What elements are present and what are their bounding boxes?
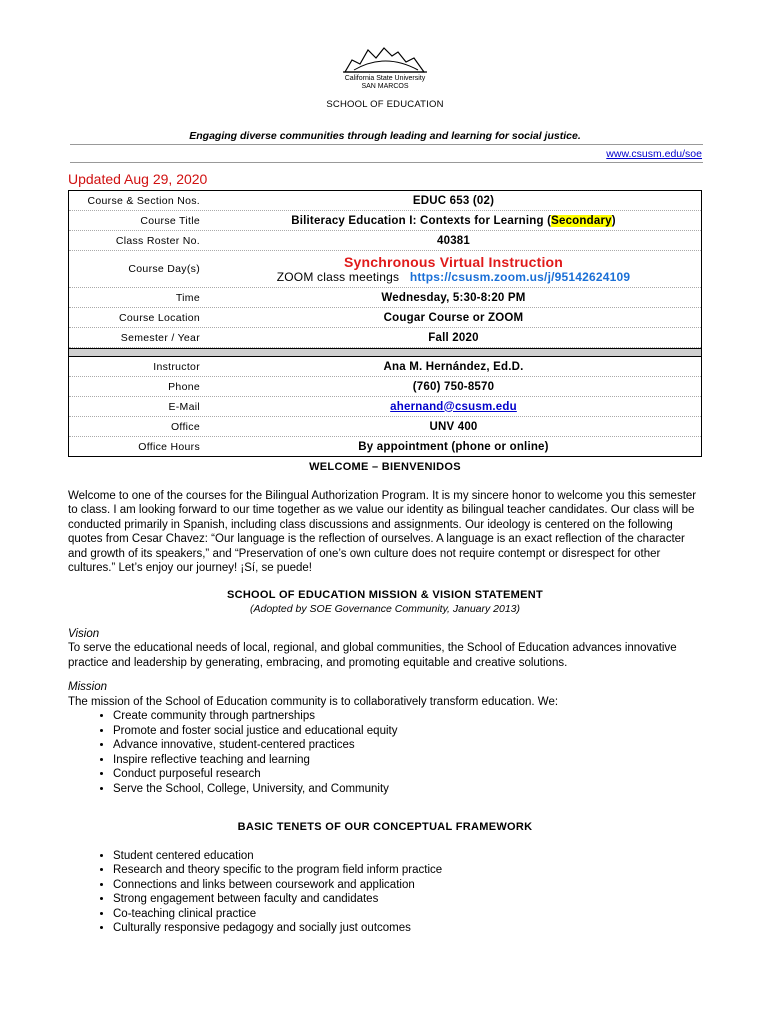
table-row [69, 397, 701, 417]
school-name: SCHOOL OF EDUCATION [326, 99, 444, 110]
course-title: Biliteracy Education I: Contexts for Learning (Secondary) [291, 214, 616, 227]
row-label: Semester / Year [120, 331, 200, 344]
course-time: Wednesday, 5:30-8:20 PM [381, 291, 526, 304]
table-row [69, 231, 701, 251]
row-label: Phone [168, 380, 200, 393]
adopted-note: (Adopted by SOE Governance Community, January 2013) [249, 603, 521, 615]
welcome-paragraph: Welcome to one of the courses for the Bilingual Authorization Program. It is my sincere honor to welcome you this semester to class. I am looking forward to our time together as we value our identity as bilingual teacher candidates. Our class will be conducted primarily in Spanish, including class discussions and assignments. Our ideology is centered on the following quotes from Cesar Chavez: “Our language is the reflection of ourselves. A language is an exact reflection of the character and growth of its speakers,” and “Preservation of one’s own culture does not require contempt or disrespect for other cultures.” Let’s enjoy our journey! ¡Sí, se puede! [68, 489, 697, 574]
table-row [69, 357, 701, 377]
list-item: • Research and theory specific to the program field inform practice [113, 863, 702, 878]
row-label: Course Day(s) [128, 263, 200, 275]
table-row [69, 191, 701, 211]
updated-date: Updated Aug 29, 2020 [68, 171, 208, 187]
semester-year: Fall 2020 [428, 331, 479, 344]
list-item: • Advance innovative, student-centered practices [113, 738, 702, 753]
university-campus: SAN MARCOS [361, 83, 409, 90]
course-location: Cougar Course or ZOOM [383, 311, 524, 324]
header-rule [70, 144, 703, 145]
instructor-name: Ana M. Hernández, Ed.D. [383, 360, 524, 373]
list-item: • Culturally responsive pedagogy and socially just outcomes [113, 921, 702, 936]
list-item: • Strong engagement between faculty and candidates [113, 892, 702, 907]
row-label: Class Roster No. [115, 234, 200, 247]
university-name: California State University [344, 75, 426, 82]
office-hours: By appointment (phone or online) [358, 440, 549, 453]
tenets-list [68, 849, 702, 936]
highlighted-secondary: Secondary [551, 214, 612, 227]
list-item: • Promote and foster social justice and educational equity [113, 724, 702, 739]
list-item: • Student centered education [113, 849, 702, 864]
zoom-line: ZOOM class meetings https://csusm.zoom.us/j/95142624109 [276, 270, 631, 284]
list-item: • Serve the School, College, University, and Community [113, 782, 702, 797]
list-item: • Connections and links between coursework and application [113, 878, 702, 893]
mission-label: Mission [68, 681, 107, 693]
table-row [69, 377, 701, 397]
table-row [69, 328, 701, 348]
document-body [68, 460, 702, 936]
table-row [69, 211, 701, 231]
table-row [69, 437, 701, 456]
synchronous-instruction: Synchronous Virtual Instruction [343, 254, 564, 270]
row-label: Instructor [153, 360, 200, 373]
table-row [69, 308, 701, 328]
welcome-heading: WELCOME – BIENVENIDOS [309, 461, 461, 473]
mission-list [68, 709, 702, 796]
vision-text: To serve the educational needs of local, regional, and global communities, the School of Education advances innovative practice and leadership by generating, embracing, and promoting equitable and creative solutions. [68, 642, 677, 669]
course-info-table [68, 190, 702, 457]
row-label: Office Hours [138, 440, 200, 453]
table-row [69, 288, 701, 308]
row-label: Course & Section Nos. [87, 194, 200, 207]
tenets-heading: BASIC TENETS OF OUR CONCEPTUAL FRAMEWORK [237, 821, 533, 833]
row-label: Course Location [119, 311, 200, 324]
list-item: • Create community through partnerships [113, 709, 702, 724]
instructor-email-link[interactable]: ahernand@csusm.edu [390, 400, 517, 413]
list-item: • Inspire reflective teaching and learning [113, 753, 702, 768]
row-label: E-Mail [168, 400, 200, 413]
row-label: Course Title [140, 214, 200, 227]
instructor-phone: (760) 750-8570 [412, 380, 495, 393]
row-label: Office [170, 420, 200, 433]
course-days [206, 251, 701, 287]
table-separator [69, 348, 701, 357]
course-number: EDUC 653 (02) [412, 194, 495, 207]
list-item: • Conduct purposeful research [113, 767, 702, 782]
tagline: Engaging diverse communities through leading and learning for social justice. [189, 130, 581, 142]
mission-vision-heading: SCHOOL OF EDUCATION MISSION & VISION STATEMENT [226, 588, 544, 601]
zoom-link[interactable]: https://csusm.zoom.us/j/95142624109 [409, 270, 631, 284]
roster-number: 40381 [437, 234, 470, 247]
table-row [69, 251, 701, 288]
mission-text: The mission of the School of Education community is to collaboratively transform education. We: [68, 695, 559, 708]
csusm-logo-icon [340, 44, 430, 74]
website-link[interactable]: www.csusm.edu/soe [606, 148, 702, 160]
row-label: Time [175, 291, 200, 304]
university-logo [0, 44, 770, 110]
instructor-office: UNV 400 [429, 420, 478, 433]
header-rule-bottom [70, 162, 703, 163]
table-row [69, 417, 701, 437]
list-item: • Co-teaching clinical practice [113, 907, 702, 922]
vision-label: Vision [68, 627, 100, 640]
